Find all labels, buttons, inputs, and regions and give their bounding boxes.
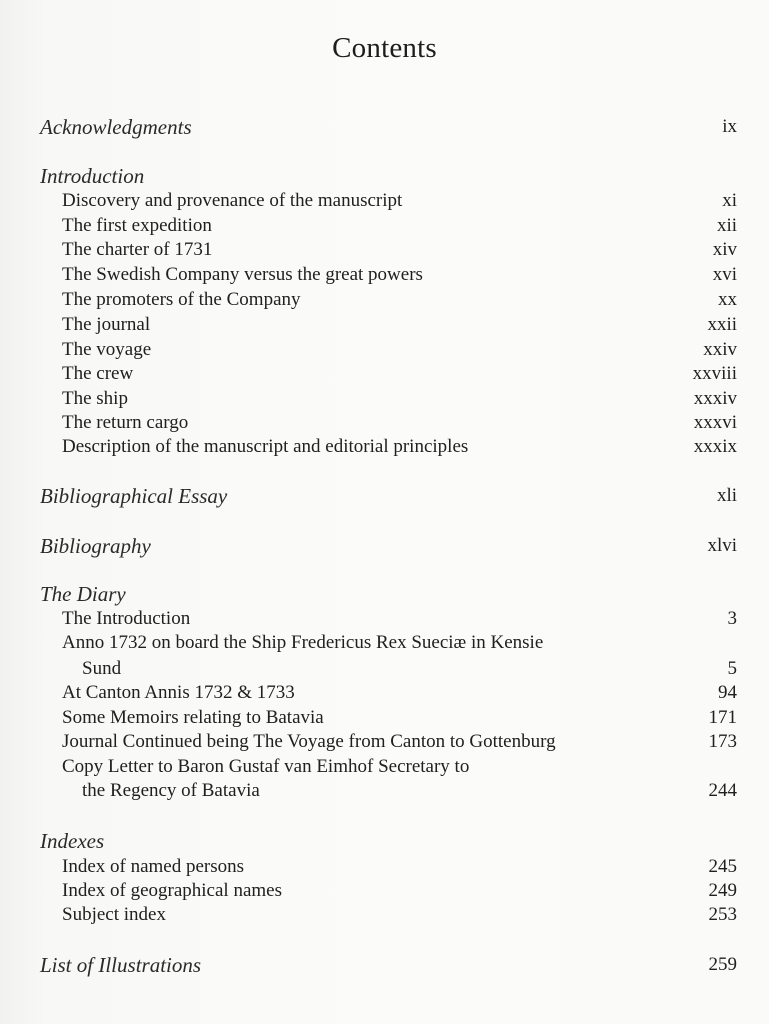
toc-entry <box>0 410 769 436</box>
toc-entry-label: Anno 1732 on board the Ship Fredericus Rex Sueciæ in Kensie <box>62 632 544 653</box>
toc-entry <box>0 188 769 214</box>
toc-page-number: 249 <box>708 880 737 901</box>
toc-section-introduction <box>0 163 769 189</box>
toc-section-list-of-illustrations <box>0 952 769 978</box>
toc-entry-label: The voyage <box>62 339 152 360</box>
toc-entry <box>0 754 769 780</box>
toc-entry-label: The ship <box>62 388 128 409</box>
toc-entry-label: At Canton Annis 1732 & 1733 <box>62 682 295 703</box>
toc-section-the-diary <box>0 581 769 607</box>
toc-page-number: 244 <box>708 780 737 801</box>
toc-entry-label: The crew <box>62 363 134 384</box>
toc-entry <box>0 237 769 263</box>
toc-entry-label: the Regency of Batavia <box>82 780 260 801</box>
toc-entry <box>0 361 769 387</box>
toc-entry-label: The promoters of the Company <box>62 289 301 310</box>
toc-section-acknowledgments <box>0 114 769 140</box>
toc-entry-label: Some Memoirs relating to Batavia <box>62 707 324 728</box>
toc-page-number: 173 <box>708 731 737 752</box>
toc-entry <box>0 213 769 239</box>
toc-page-number: xxiv <box>703 339 737 360</box>
toc-entry <box>0 262 769 288</box>
toc-entry-label: Journal Continued being The Voyage from Canton to Gottenburg <box>62 731 556 752</box>
toc-entry-label: Sund <box>82 658 122 679</box>
toc-page-number: xlvi <box>707 535 737 556</box>
toc-entry <box>0 878 769 904</box>
toc-entry <box>0 312 769 338</box>
toc-page-number: 5 <box>727 658 737 679</box>
toc-entry-continued <box>0 656 769 682</box>
toc-section-label: Indexes <box>40 829 105 853</box>
toc-entry-label: The journal <box>62 314 151 335</box>
toc-page-number: xiv <box>712 239 737 260</box>
toc-section-indexes <box>0 828 769 854</box>
toc-page-number: xxxix <box>693 436 737 457</box>
toc-section-label: List of Illustrations <box>40 953 202 977</box>
toc-entry <box>0 729 769 755</box>
page-title: Contents <box>332 32 437 64</box>
toc-section-bibliographical-essay <box>0 483 769 509</box>
toc-section-bibliography <box>0 533 769 559</box>
toc-entry <box>0 854 769 880</box>
toc-section-label: Acknowledgments <box>40 115 192 139</box>
toc-entry-label: Copy Letter to Baron Gustaf van Eimhof Secretary to <box>62 756 470 777</box>
toc-section-label: Introduction <box>40 164 145 188</box>
toc-page-number: 94 <box>718 682 737 703</box>
toc-entry <box>0 434 769 460</box>
toc-page-number: xxxiv <box>693 388 737 409</box>
toc-entry-label: Discovery and provenance of the manuscript <box>62 190 403 211</box>
toc-entry <box>0 287 769 313</box>
toc-page-number: ix <box>722 116 737 137</box>
toc-entry-continued <box>0 778 769 804</box>
toc-entry-label: The Introduction <box>62 608 191 629</box>
toc-page-number: 259 <box>708 954 737 975</box>
toc-entry-label: Description of the manuscript and editorial principles <box>62 436 469 457</box>
toc-entry <box>0 902 769 928</box>
toc-page-number: xli <box>716 485 737 506</box>
toc-entry <box>0 680 769 706</box>
toc-entry <box>0 606 769 632</box>
toc-entry-label: The charter of 1731 <box>62 239 213 260</box>
toc-entry-label: The first expedition <box>62 215 212 236</box>
toc-entry <box>0 337 769 363</box>
toc-page-number: xxxvi <box>693 412 737 433</box>
toc-entry-label: Subject index <box>62 904 166 925</box>
toc-entry-label: The Swedish Company versus the great powers <box>62 264 423 285</box>
toc-entry-label: Index of geographical names <box>62 880 282 901</box>
toc-page-number: xx <box>718 289 737 310</box>
toc-page-number: xi <box>722 190 737 211</box>
toc-entry-label: The return cargo <box>62 412 189 433</box>
toc-entry <box>0 630 769 656</box>
toc-section-label: Bibliography <box>40 534 151 558</box>
toc-page-number: 171 <box>708 707 737 728</box>
toc-entry <box>0 705 769 731</box>
toc-page-number: xii <box>716 215 737 236</box>
toc-page-number: xxviii <box>692 363 737 384</box>
toc-entry-label: Index of named persons <box>62 856 245 877</box>
toc-page-number: 245 <box>708 856 737 877</box>
toc-section-label: Bibliographical Essay <box>40 484 228 508</box>
toc-page-number: xxii <box>707 314 737 335</box>
toc-entry <box>0 386 769 412</box>
toc-page-number: 253 <box>708 904 737 925</box>
toc-page-number: 3 <box>727 608 737 629</box>
toc-page-number: xvi <box>712 264 737 285</box>
toc-section-label: The Diary <box>40 582 126 606</box>
